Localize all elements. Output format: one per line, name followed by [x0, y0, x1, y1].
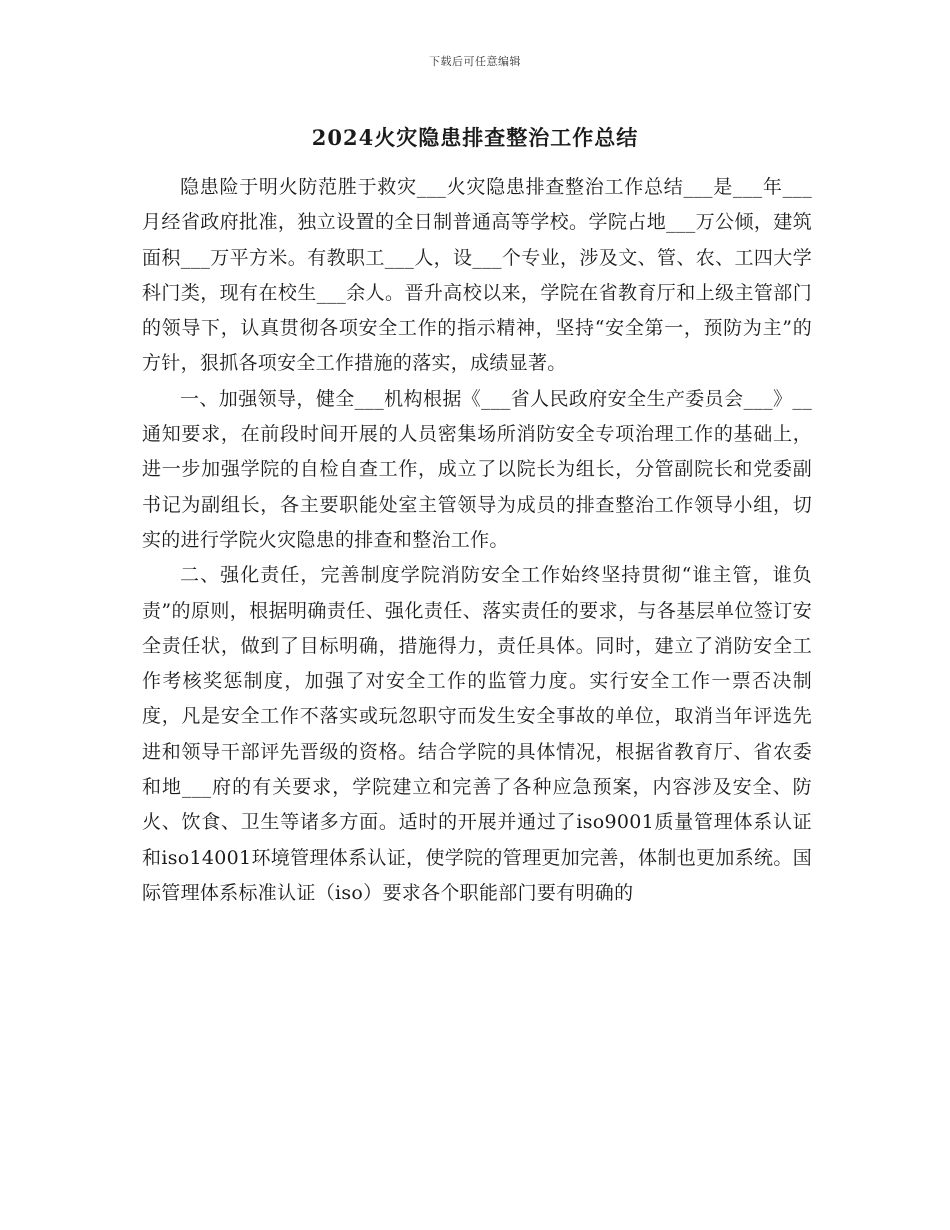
document-body [142, 170, 812, 911]
paragraph-intro: 隐患险于明火防范胜于救灾___火灾隐患排查整治工作总结___是___年___月经省政府批准，独立设置的全日制普通高等学校。学院占地___万公倾，建筑面积___万平方米。有教职工___人，设___个专业，涉及文、管、农、工四大学科门类，现有在校生___余人。晋升高校以来，学院在省教育厅和上级主管部门的领导下，认真贯彻各项安全工作的指示精神，坚持“安全第一，预防为主”的方针，狠抓各项安全工作措施的落实，成绩显著。 [142, 176, 812, 375]
paragraph-section-1: 一、加强领导，健全___机构根据《___省人民政府安全生产委员会___》__通知要求，在前段时间开展的人员密集场所消防安全专项治理工作的基础上，进一步加强学院的自检自查工作，成立了以院长为组长，分管副院长和党委副书记为副组长，各主要职能处室主管领导为成员的排查整治工作领导小组，切实的进行学院火灾隐患的排查和整治工作。 [142, 387, 812, 551]
header-note: 下载后可任意编辑 [429, 55, 521, 68]
paragraph-section-2: 二、强化责任，完善制度学院消防安全工作始终坚持贯彻“谁主管，谁负责”的原则，根据明确责任、强化责任、落实责任的要求，与各基层单位签订安全责任状，做到了目标明确，措施得力，责任具体。同时，建立了消防安全工作考核奖惩制度，加强了对安全工作的监管力度。实行安全工作一票否决制度，凡是安全工作不落实或玩忽职守而发生安全事故的单位，取消当年评选先进和领导干部评先晋级的资格。结合学院的具体情况，根据省教育厅、省农委和地___府的有关要求，学院建立和完善了各种应急预案，内容涉及安全、防火、饮食、卫生等诸多方面。适时的开展并通过了iso9001质量管理体系认证和iso14001环境管理体系认证，使学院的管理更加完善，体制也更加系统。国际管理体系标准认证（iso）要求各个职能部门要有明确的 [142, 564, 812, 904]
document-title: 2024火灾隐患排查整治工作总结 [311, 125, 639, 150]
